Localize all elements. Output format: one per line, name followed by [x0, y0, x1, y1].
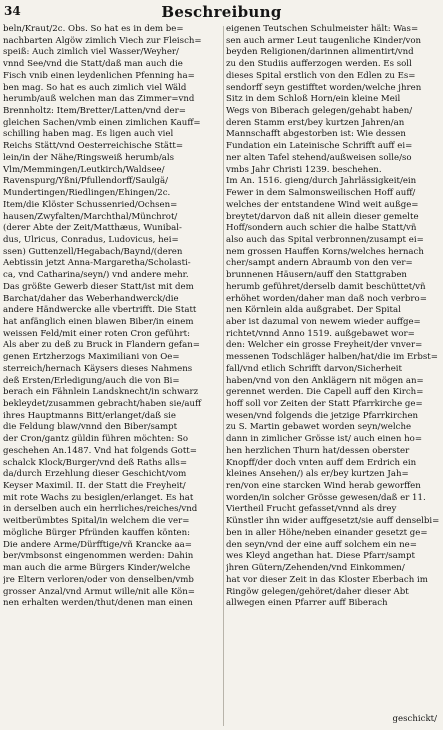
- text-line: ca, vnd Catharina/seyn/) vnd andere mehr.: [3, 270, 189, 281]
- text-line: nem grossen Hauffen Korns/welches hernach: [226, 246, 424, 257]
- text-line: Reichs Stätt/vnd Oesterreichische Stätt=: [3, 141, 184, 152]
- text-line: wesen/vnd folgends die jetzige Pfarrkirchen: [226, 410, 419, 421]
- text-line: Fisch vnib einen leydenlichen Pfenning ha=: [3, 70, 195, 81]
- text-line: Barchat/daher das Weberhandwerck/die: [3, 293, 179, 304]
- text-line: Aebtissin jetzt Anna-Margaretha/Scholasti-: [3, 258, 191, 269]
- text-line: Im An. 1516. gieng/durch Jahrlässigkeit/ein: [226, 176, 417, 187]
- text-line: Ravenspurg/Yßni/Pfullendorff/Saulgä/: [3, 176, 169, 187]
- text-line: nachbarten Algöw zimlich Viech zur Fleisch=: [3, 35, 202, 46]
- text-line: dieses Spital erstlich von den Edlen zu Es=: [226, 70, 416, 81]
- catchword: geschickt/: [392, 714, 437, 724]
- text-line: hausen/Zwyfalten/Marchthal/Münchrot/: [3, 211, 178, 222]
- text-line: Fewer in dem Salmonsweilischen Hoff auff/: [226, 188, 416, 199]
- text-line: Das größte Gewerb dieser Statt/ist mit dem: [3, 281, 194, 292]
- text-line: worden/in solcher Grösse gewesen/daß er 11.: [226, 492, 426, 503]
- text-line: Fundation ein Lateinische Schrifft auff ei=: [226, 141, 413, 152]
- text-line: den: Welcher ein grosse Freyheit/der vnver=: [226, 340, 423, 351]
- text-line: Als aber zu deß zu Bruck in Flandern gefan=: [3, 340, 200, 351]
- text-line: mögliche Bürger Pfründen kauffen könten:: [3, 527, 191, 538]
- text-line: Sitz in dem Schloß Horn/ein kleine Meil: [226, 94, 401, 105]
- text-line: nen Körnlein alda außgrabet. Der Spital: [226, 305, 401, 316]
- text-line: Ringöw gelegen/gehöret/daher dieser Abt: [226, 586, 409, 597]
- text-line: sterreich/hernach Käysers dieses Nahmens: [3, 363, 193, 374]
- text-line: hen herzlichen Thurn hat/dessen oberster: [226, 445, 410, 456]
- text-line: dann in zimlicher Grösse ist/ auch einen ho=: [226, 434, 423, 445]
- text-line: da/durch Erzehlung dieser Geschicht/vom: [3, 469, 187, 480]
- text-line: Mannschafft abgestorben ist: Wie dessen: [226, 129, 406, 140]
- text-line: Knopff/der doch vnten auff dem Erdrich ein: [226, 457, 417, 468]
- text-line: speiß: Auch zimlich viel Wasser/Weyher/: [3, 47, 179, 58]
- text-line: man auch die arme Bürgers Kinder/welche: [3, 563, 191, 574]
- text-line: gerennet werden. Die Capell auff den Kirch=: [226, 387, 424, 398]
- text-line: beln/Kraut/2c. Obs. So hat es in dem be=: [3, 24, 184, 34]
- text-line: Wegs von Biberach gelegen/gehabt haben/: [226, 106, 413, 117]
- text-line: sendorff seyn gestifftet worden/welche jhren: [226, 82, 422, 93]
- text-line: Die andere Arme/Dürfftige/vñ Krancke aa=: [3, 539, 192, 550]
- text-line: gleichen Sachen/vmb einen zimlichen Kauff=: [3, 117, 201, 128]
- text-line: allwegen einen Pfarrer auff Biberach: [226, 598, 388, 609]
- text-line: der Cron/gantz güldin führen möchten: So: [3, 434, 189, 445]
- text-line: brunnenen Häusern/auff den Stattgraben: [226, 270, 407, 281]
- text-line: andere Händwercke alle vbertrifft. Die Statt: [3, 305, 197, 316]
- text-line: fall/vnd etlich Schrifft darvon/Sicherheit: [226, 363, 403, 374]
- text-line: schalck Klock/Burger/vnd deß Raths alls=: [3, 457, 188, 468]
- text-line: vnnd See/vnd die Statt/daß man auch die: [3, 59, 183, 70]
- text-line: sen auch armer Leut taugenliche Kinder/von: [226, 35, 422, 46]
- text-line: wes Kleyd angethan hat. Diese Pfarr/sampt: [226, 551, 415, 562]
- text-line: Mundertingen/Riedlingen/Ehingen/2c.: [3, 188, 171, 199]
- text-line: Brennholtz: Item/Bretter/Latten/vnd der=: [3, 106, 186, 117]
- right-text-column: [226, 24, 441, 610]
- text-line: lein/in der Nähe/Ringsweiß herumb/als: [3, 152, 175, 163]
- text-line: die Feldung blaw/vnnd den Biber/sampt: [3, 422, 178, 433]
- text-line: grosser Anzal/vnd Armut wille/nit alle Kön=: [3, 586, 195, 597]
- text-line: messenen Todschläger halben/hat/die im Erbst=: [226, 352, 438, 363]
- text-line: ssen) Guttenzell/Hegabach/Baynd/(deren: [3, 246, 183, 257]
- text-line: herumb geführet/derselb damit beschüttet/vñ: [226, 281, 426, 292]
- text-line: jre Eltern verloren/oder von denselben/vmb: [3, 574, 194, 585]
- text-line: weitberümbtes Spital/in welchem die ver=: [3, 516, 190, 527]
- text-line: ben mag. So hat es auch zimlich viel Wäld: [3, 82, 187, 93]
- running-head: Beschreibung: [161, 3, 282, 21]
- text-line: berach ein Fähnlein Landsknecht/in schwarz: [3, 387, 199, 398]
- text-line: welches der entstandene Wind weit außge=: [226, 199, 419, 210]
- text-line: deren Stamm erst/bey kurtzen Jahren/an: [226, 117, 405, 128]
- text-line: eigenen Teutschen Schulmeister hält: Was=: [226, 24, 419, 34]
- text-line: beyden Religionen/darinnen alimentirt/vnd: [226, 47, 414, 58]
- text-line: Item/die Klöster Schussenried/Ochsen=: [3, 199, 178, 210]
- text-line: ben in aller Höhe/neben einander gesetzt ge=: [226, 527, 428, 538]
- text-line: in derselben auch ein herrliches/reiches/vnd: [3, 504, 198, 515]
- text-line: richtet/vnnd Anno 1519. außgebawet wor=: [226, 328, 415, 339]
- text-line: schilling haben mag. Es ligen auch viel: [3, 129, 174, 140]
- column-divider: [223, 26, 224, 726]
- text-line: deß Ersten/Erledigung/auch die von Bi=: [3, 375, 180, 386]
- text-line: ber/vmbsonst eingenommen werden: Dahin: [3, 551, 194, 562]
- text-line: also auch das Spital verbronnen/zusampt ei=: [226, 234, 424, 245]
- text-line: ner alten Tafel stehend/außweisen solle/so: [226, 152, 412, 163]
- text-line: aber ist dazumal von newem wieder auffge=: [226, 316, 421, 327]
- text-line: cher/sampt andern Abraumb von den ver=: [226, 258, 413, 269]
- text-line: Keyser Maximil. II. der Statt die Freyheit/: [3, 481, 186, 492]
- text-line: erhöhet worden/daher man daß noch verbro=: [226, 293, 427, 304]
- text-line: haben/vnd von den Anklägern nit mögen an=: [226, 375, 424, 386]
- text-line: Viertheil Frucht gefasset/vnnd als drey: [226, 504, 397, 515]
- text-line: Hoff/sondern auch schier die halbe Statt/vñ: [226, 223, 417, 234]
- text-line: nen erhalten werden/thut/denen man einen: [3, 598, 193, 609]
- text-line: bekleydet/zusammen gebracht/haben sie/auff: [3, 399, 202, 409]
- text-line: vmbs Jahr Christi 1239. beschehen.: [226, 164, 382, 175]
- text-line: mit rote Wachs zu besiglen/erlanget. Es hat: [3, 492, 194, 503]
- text-line: hat vor dieser Zeit in das Kloster Eberbach im: [226, 574, 428, 585]
- text-line: Künstler ihn wider auffgesetzt/sie auff denselbi=: [226, 516, 440, 527]
- text-line: ren/von eine starcken Wind herab geworffen: [226, 481, 421, 492]
- text-line: ihres Hauptmanns Bitt/erlanget/daß sie: [3, 410, 176, 421]
- text-line: (derer Abte der Zeit/Matthæus, Wunibal-: [3, 223, 182, 234]
- text-line: weissen Feld/mit einer roten Cron geführt:: [3, 328, 190, 339]
- text-line: zu S. Martin gebawet worden seyn/welche: [226, 422, 412, 433]
- text-line: Vlm/Memmingen/Leutkirch/Waldsee/: [3, 164, 165, 175]
- text-line: hoff soll vor Zeiten der Statt Pfarrkirche ge=: [226, 399, 423, 409]
- left-text-column: [3, 24, 221, 610]
- text-line: breytet/darvon daß nit allein dieser gemelte: [226, 211, 419, 222]
- text-line: jhren Gütern/Zehenden/vnd Einkommen/: [226, 563, 405, 574]
- text-line: hat anfänglich einen blawen Biber/in einem: [3, 316, 194, 327]
- text-line: geschehen An.1487. Vnd hat folgends Gott=: [3, 445, 197, 456]
- text-line: dus, Ulricus, Conradus, Ludovicus, hei=: [3, 234, 179, 245]
- text-line: kleines Ansehen/) als er/bey kurtzen Jah=: [226, 469, 409, 480]
- text-line: herumb/auß welchen man das Zimmer=vnd: [3, 94, 195, 105]
- text-line: zu den Studiis aufferzogen werden. Es soll: [226, 59, 412, 70]
- page-number: 34: [4, 4, 21, 18]
- text-line: den seyn/vnd der eine auff solchem ein ne=: [226, 539, 417, 550]
- text-line: genen Ertzherzogs Maximiliani von Oe=: [3, 352, 180, 363]
